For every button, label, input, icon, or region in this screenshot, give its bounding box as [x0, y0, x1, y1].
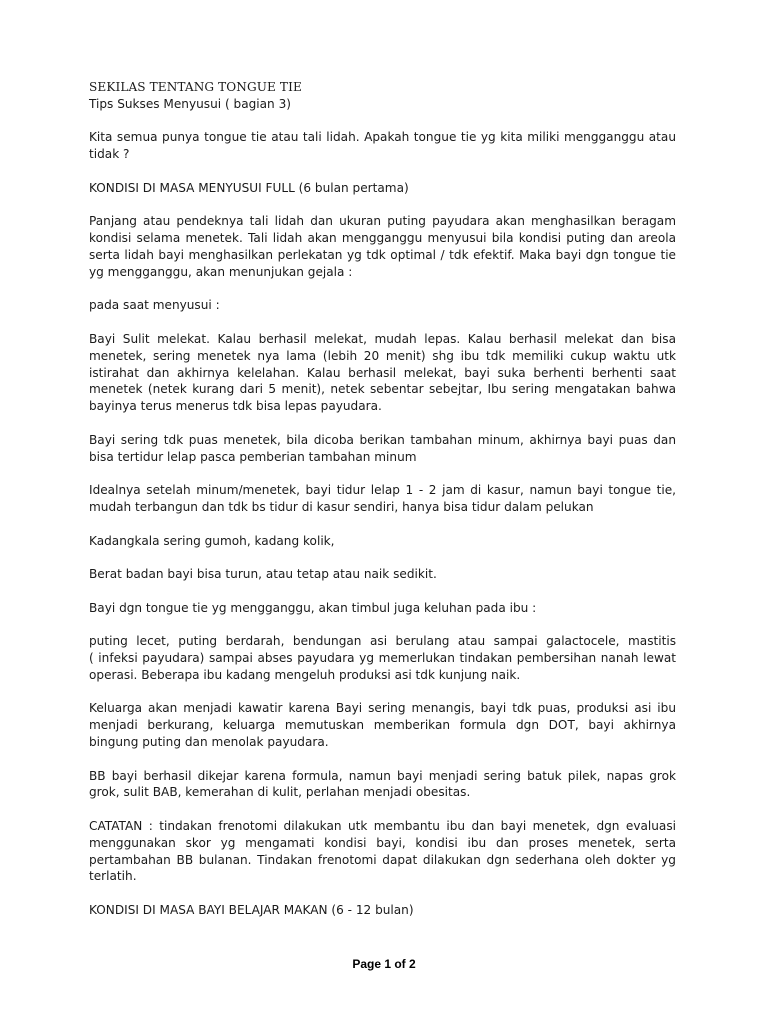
paragraph — [89, 533, 676, 550]
page-number: Page 1 of 2 — [352, 957, 416, 971]
text-line: CATATAN : tindakan frenotomi dilakukan utk membantu ibu dan bayi menetek, dgn evaluasi — [89, 819, 676, 834]
text-line: mudah terbangun dan tdk bs tidur di kasur sendiri, hanya bisa tidur dalam pelukan — [89, 499, 594, 514]
paragraph — [89, 213, 676, 280]
text-line: Panjang atau pendeknya tali lidah dan ukuran puting payudara akan menghasilkan beragam — [89, 214, 676, 229]
text-line: menetek, sering menetek nya lama (lebih 20 menit) shg ibu tdk memiliki cukup waktu utk — [89, 348, 676, 363]
text-line: Kadangkala sering gumoh, kadang kolik, — [89, 533, 335, 548]
text-line: KONDISI DI MASA BAYI BELAJAR MAKAN (6 - 12 bulan) — [89, 903, 414, 918]
text-line: bingung puting dan menolak payudara. — [89, 735, 329, 750]
paragraph — [89, 297, 676, 314]
text-line: menjadi berkurang, keluarga memutuskan memberikan formula dgn DOT, bayi akhirnya — [89, 718, 676, 733]
text-line: Berat badan bayi bisa turun, atau tetap atau naik sedikit. — [89, 567, 437, 582]
text-line: Keluarga akan menjadi kawatir karena Bayi sering menangis, bayi tdk puas, produksi asi ibu — [89, 701, 676, 716]
paragraph — [89, 482, 676, 516]
text-line: operasi. Beberapa ibu kadang mengeluh produksi asi tdk kunjung naik. — [89, 667, 521, 682]
text-line: tidak ? — [89, 147, 130, 162]
text-line: pertambahan BB bulanan. Tindakan frenotomi dapat dilakukan dgn sederhana oleh dokter yg — [89, 852, 676, 867]
document-body — [89, 79, 676, 936]
text-line: menetek (netek kurang dari 5 menit), netek sebentar sebejtar, Ibu sering mengatakan bahwa — [89, 382, 676, 397]
document-subtitle: Tips Sukses Menyusui ( bagian 3) — [89, 96, 291, 111]
text-line: bisa tertidur lelap pasca pemberian tambahan minum — [89, 449, 417, 464]
paragraph — [89, 633, 676, 683]
text-line: istirahat dan akhirnya kelelahan. Kalau berhasil melekat, bayi suka berhenti berhenti saat — [89, 365, 676, 380]
paragraph — [89, 129, 676, 163]
text-line: Bayi dgn tongue tie yg mengganggu, akan timbul juga keluhan pada ibu : — [89, 600, 537, 615]
paragraph — [89, 902, 676, 919]
paragraph — [89, 768, 676, 802]
text-line: pada saat menyusui : — [89, 298, 220, 313]
paragraph — [89, 818, 676, 885]
text-line: bayinya terus menerus tdk bisa lepas payudara. — [89, 399, 382, 414]
text-line: yg mengganggu, akan menunjukan gejala : — [89, 264, 353, 279]
text-line: KONDISI DI MASA MENYUSUI FULL (6 bulan pertama) — [89, 180, 409, 195]
text-line: grok, sulit BAB, kemerahan di kulit, perlahan menjadi obesitas. — [89, 785, 471, 800]
text-line: Bayi sering tdk puas menetek, bila dicoba berikan tambahan minum, akhirnya bayi puas dan — [89, 432, 676, 447]
document-title: SEKILAS TENTANG TONGUE TIE — [89, 80, 302, 94]
paragraph — [89, 566, 676, 583]
text-line: ( infeksi payudara) sampai abses payudara yg memerlukan tindakan pembersihan nanah lewat — [89, 651, 676, 666]
text-line: puting lecet, puting berdarah, bendungan asi berulang atau sampai galactocele, mastitis — [89, 634, 676, 649]
text-line: serta lidah bayi menghasilkan perlekatan yg tdk optimal / tdk efektif. Maka bayi dgn tongue tie — [89, 247, 676, 262]
paragraph — [89, 700, 676, 750]
text-line: Idealnya setelah minum/menetek, bayi tidur lelap 1 - 2 jam di kasur, namun bayi tongue tie, — [89, 483, 676, 498]
text-line: Kita semua punya tongue tie atau tali lidah. Apakah tongue tie yg kita miliki mengganggu atau — [89, 130, 676, 145]
text-line: BB bayi berhasil dikejar karena formula, namun bayi menjadi sering batuk pilek, napas grok — [89, 768, 676, 783]
text-line: Bayi Sulit melekat. Kalau berhasil melekat, mudah lepas. Kalau berhasil melekat dan bisa — [89, 331, 676, 346]
text-line: kondisi selama menetek. Tali lidah akan mengganggu menyusui bila kondisi puting dan areola — [89, 231, 676, 246]
text-line: menggunakan skor yg mengamati kondisi bayi, kondisi ibu dan proses menetek, serta — [89, 835, 676, 850]
paragraph — [89, 180, 676, 197]
paragraph — [89, 432, 676, 466]
paragraph-list — [89, 129, 676, 918]
paragraph — [89, 600, 676, 617]
paragraph — [89, 331, 676, 415]
text-line: terlatih. — [89, 869, 137, 884]
